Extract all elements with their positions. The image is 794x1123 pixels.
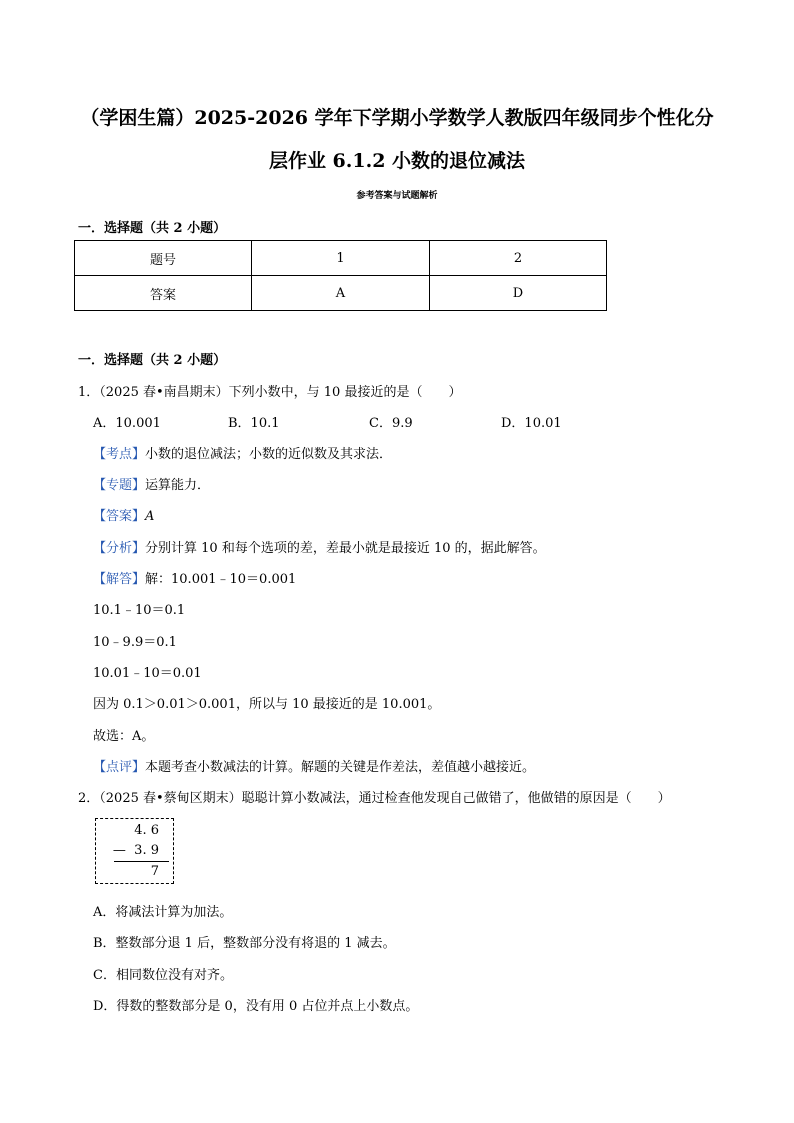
q2-option-d: D．得数的整数部分是 0，没有用 0 占位并点上小数点。: [93, 999, 419, 1014]
q1-choose: 故选：A。: [93, 729, 155, 744]
q2-option-b: B．整数部分退 1 后，整数部分没有将退的 1 减去。: [93, 936, 396, 951]
q1-step-2: 10﹣9.9＝0.1: [93, 635, 177, 650]
section-header-2: 一．选择题（共 2 小题）: [78, 353, 227, 368]
kaodian-tag: 【考点】: [93, 447, 146, 462]
table-cell: A: [252, 276, 430, 311]
fenxi-tag: 【分析】: [93, 541, 146, 556]
question-1-stem: 1．（2025 春•南昌期末）下列小数中，与 10 最接近的是（ ）: [78, 385, 462, 400]
daan-tag: 【答案】: [93, 509, 146, 524]
figure-result: 7: [150, 864, 159, 879]
dianping-text: 本题考查小数减法的计算。解题的关键是作差法，差值越小越接近。: [145, 760, 536, 775]
table-cell: 2: [430, 241, 607, 276]
q1-conclusion: 因为 0.1＞0.01＞0.001，所以与 10 最接近的是 10.001。: [93, 697, 441, 712]
table-cell: 题号: [75, 241, 252, 276]
q2-option-c: C．相同数位没有对齐。: [93, 968, 233, 983]
zhuanti-tag: 【专题】: [93, 478, 146, 493]
kaodian-text: 小数的退位减法；小数的近似数及其求法．: [145, 447, 393, 462]
q1-comment: [93, 756, 535, 775]
q1-step-3: 10.01﹣10＝0.01: [93, 666, 202, 681]
page-title-line2: 层作业 6.1.2 小数的退位减法: [268, 150, 526, 172]
q1-zhuanti: [93, 474, 210, 493]
zhuanti-text: 运算能力．: [145, 478, 211, 493]
table-cell: 1: [252, 241, 430, 276]
answer-table: [74, 240, 607, 311]
q1-step-1: 10.1﹣10＝0.1: [93, 603, 186, 618]
table-row: [75, 241, 607, 276]
q1-kaodian: [93, 443, 392, 462]
jieda-text: 解：10.001﹣10＝0.001: [145, 572, 297, 587]
jieda-tag: 【解答】: [93, 572, 146, 587]
q1-solution: [93, 568, 296, 587]
figure-underline: [114, 861, 169, 862]
q1-option-d: D．10.01: [501, 416, 562, 431]
q1-answer: [93, 505, 154, 524]
section-header: 一．选择题（共 2 小题）: [78, 221, 227, 236]
figure-top-number: 4. 6: [134, 823, 159, 838]
fenxi-text: 分别计算 10 和每个选项的差，差最小就是最接近 10 的，据此解答。: [145, 541, 546, 556]
table-cell: 答案: [75, 276, 252, 311]
q1-option-b: B．10.1: [228, 416, 280, 431]
question-2-stem: 2．（2025 春•蔡甸区期末）聪聪计算小数减法，通过检查他发现自己做错了，他做错的原因是（ ）: [78, 791, 671, 806]
subtraction-figure: [95, 818, 174, 884]
table-cell: D: [430, 276, 607, 311]
table-row: [75, 276, 607, 311]
page-subtitle: 参考答案与试题解析: [356, 191, 438, 201]
daan-text: A: [145, 509, 155, 524]
figure-middle-number: — 3. 9: [112, 843, 159, 858]
q1-option-c: C．9.9: [369, 416, 413, 431]
q1-option-a: A．10.001: [93, 416, 161, 431]
q1-analysis: [93, 537, 546, 556]
page-title-line1: （学困生篇）2025-2026 学年下学期小学数学人教版四年级同步个性化分: [80, 107, 714, 129]
dianping-tag: 【点评】: [93, 760, 146, 775]
q2-option-a: A．将减法计算为加法。: [93, 905, 233, 920]
